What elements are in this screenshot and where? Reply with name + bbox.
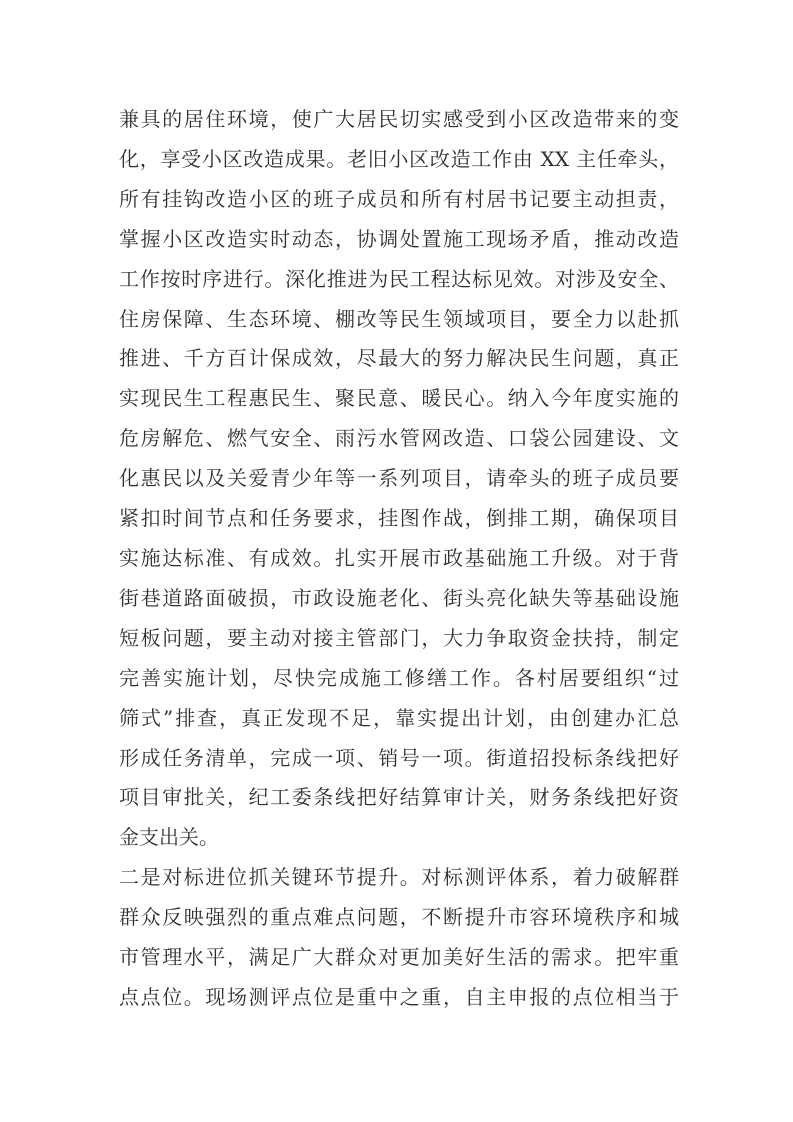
document-text — [119, 100, 679, 1018]
text-line: 市管理水平，满足广大群众对更加美好生活的需求。把牢重 — [119, 945, 679, 970]
text-line: 实现民生工程惠民生、聚民意、暖民心。纳入今年度实施的 — [119, 386, 679, 411]
text-line: 住房保障、生态环境、棚改等民生领域项目，要全力以赴抓 — [119, 306, 679, 331]
paragraph — [119, 100, 679, 858]
text-line: 掌握小区改造实时动态，协调处置施工现场矛盾，推动改造 — [119, 226, 679, 251]
text-line: 项目审批关，纪工委条线把好结算审计关，财务条线把好资 — [119, 785, 679, 810]
text-line: 危房解危、燃气安全、雨污水管网改造、口袋公园建设、文 — [119, 426, 679, 451]
text-line: 形成任务清单，完成一项、销号一项。街道招投标条线把好 — [119, 745, 679, 770]
text-line: 街巷道路面破损，市政设施老化、街头亮化缺失等基础设施 — [119, 585, 679, 610]
text-line: 二是对标进位抓关键环节提升。对标测评体系，着力破解群 — [119, 865, 679, 890]
text-line: 紧扣时间节点和任务要求，挂图作战，倒排工期，确保项目 — [119, 506, 679, 531]
text-line: 化，享受小区改造成果。老旧小区改造工作由 XX 主任牵头， — [119, 146, 679, 171]
text-line: 点点位。现场测评点位是重中之重，自主申报的点位相当于 — [119, 984, 679, 1009]
text-line: 完善实施计划，尽快完成施工修缮工作。各村居要组织“过 — [119, 665, 679, 690]
paragraph — [119, 858, 679, 1018]
text-line: 筛式”排查，真正发现不足，靠实提出计划，由创建办汇总 — [119, 705, 679, 730]
text-line: 工作按时序进行。深化推进为民工程达标见效。对涉及安全、 — [119, 266, 679, 291]
text-line: 推进、千方百计保成效，尽最大的努力解决民生问题，真正 — [119, 346, 679, 371]
text-line: 兼具的居住环境，使广大居民切实感受到小区改造带来的变 — [119, 107, 679, 131]
text-line: 实施达标准、有成效。扎实开展市政基础施工升级。对于背 — [119, 545, 679, 570]
text-line: 短板问题，要主动对接主管部门，大力争取资金扶持，制定 — [119, 625, 679, 650]
text-line: 金支出关。 — [119, 825, 219, 850]
text-line: 群众反映强烈的重点难点问题，不断提升市容环境秩序和城 — [119, 905, 679, 930]
text-line: 所有挂钩改造小区的班子成员和所有村居书记要主动担责， — [119, 186, 679, 211]
text-line: 化惠民以及关爱青少年等一系列项目，请牵头的班子成员要 — [119, 466, 679, 491]
